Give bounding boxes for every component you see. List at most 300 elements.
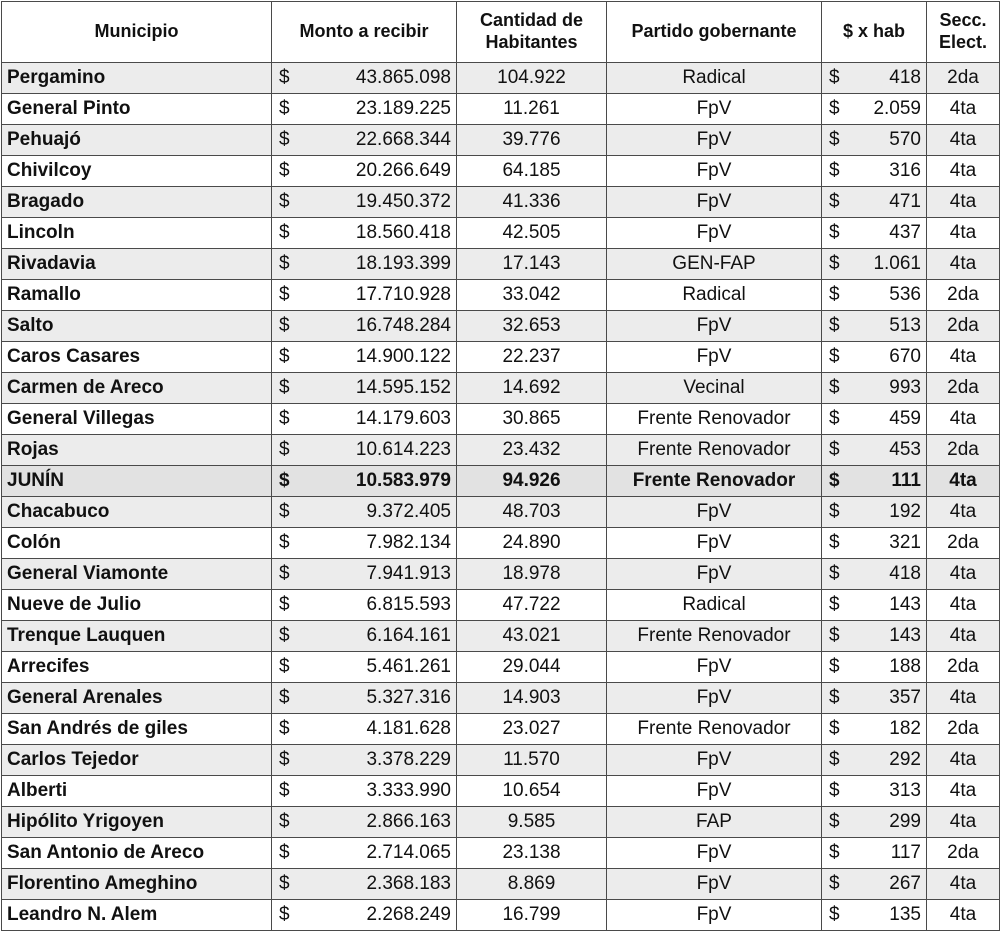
table-row bbox=[2, 807, 1000, 838]
cell-partido: FAP bbox=[607, 807, 822, 838]
cell-monto bbox=[272, 497, 457, 528]
cell-xhab-value: 316 bbox=[889, 160, 921, 181]
cell-habitantes: 94.926 bbox=[457, 466, 607, 497]
cell-xhab-value: 993 bbox=[889, 377, 921, 398]
cell-secc: 2da bbox=[927, 311, 1000, 342]
cell-partido: FpV bbox=[607, 187, 822, 218]
cell-secc: 4ta bbox=[927, 621, 1000, 652]
cell-municipio: General Arenales bbox=[2, 683, 272, 714]
cell-habitantes: 29.044 bbox=[457, 652, 607, 683]
cell-xhab-wrap bbox=[827, 129, 921, 151]
cell-monto-wrap bbox=[277, 749, 451, 771]
cell-xhab-value: 459 bbox=[889, 408, 921, 429]
table-row bbox=[2, 559, 1000, 590]
cell-partido: FpV bbox=[607, 776, 822, 807]
cell-habitantes: 32.653 bbox=[457, 311, 607, 342]
header-partido: Partido gobernante bbox=[607, 2, 822, 63]
cell-xhab-wrap bbox=[827, 222, 921, 244]
cell-monto-value: 3.378.229 bbox=[366, 749, 451, 770]
cell-xhab bbox=[822, 652, 927, 683]
cell-secc: 2da bbox=[927, 652, 1000, 683]
currency-symbol: $ bbox=[829, 563, 840, 584]
cell-xhab-value: 437 bbox=[889, 222, 921, 243]
cell-xhab-wrap bbox=[827, 842, 921, 864]
cell-habitantes: 10.654 bbox=[457, 776, 607, 807]
cell-monto-value: 3.333.990 bbox=[366, 780, 451, 801]
cell-xhab-value: 471 bbox=[889, 191, 921, 212]
cell-monto bbox=[272, 776, 457, 807]
cell-partido: FpV bbox=[607, 900, 822, 931]
cell-xhab-wrap bbox=[827, 439, 921, 461]
cell-monto bbox=[272, 466, 457, 497]
cell-secc: 4ta bbox=[927, 869, 1000, 900]
cell-partido: FpV bbox=[607, 125, 822, 156]
header-secc bbox=[927, 2, 1000, 63]
cell-secc: 4ta bbox=[927, 745, 1000, 776]
cell-xhab bbox=[822, 807, 927, 838]
cell-xhab bbox=[822, 776, 927, 807]
cell-xhab-value: 192 bbox=[889, 501, 921, 522]
cell-municipio: Chacabuco bbox=[2, 497, 272, 528]
currency-symbol: $ bbox=[279, 532, 290, 553]
table-row bbox=[2, 683, 1000, 714]
cell-habitantes: 43.021 bbox=[457, 621, 607, 652]
cell-xhab-value: 111 bbox=[891, 470, 921, 491]
cell-xhab bbox=[822, 218, 927, 249]
cell-monto-wrap bbox=[277, 377, 451, 399]
cell-municipio: General Pinto bbox=[2, 94, 272, 125]
cell-secc: 4ta bbox=[927, 125, 1000, 156]
cell-monto-wrap bbox=[277, 253, 451, 275]
cell-monto-value: 10.614.223 bbox=[355, 439, 451, 460]
cell-monto-value: 14.595.152 bbox=[355, 377, 451, 398]
cell-secc: 4ta bbox=[927, 342, 1000, 373]
cell-xhab bbox=[822, 869, 927, 900]
cell-xhab-wrap bbox=[827, 749, 921, 771]
cell-xhab-value: 321 bbox=[889, 532, 921, 553]
cell-xhab bbox=[822, 125, 927, 156]
currency-symbol: $ bbox=[829, 501, 840, 522]
cell-partido: Radical bbox=[607, 280, 822, 311]
cell-monto-value: 43.865.098 bbox=[355, 67, 451, 88]
currency-symbol: $ bbox=[279, 160, 290, 181]
currency-symbol: $ bbox=[279, 67, 290, 88]
cell-monto-wrap bbox=[277, 532, 451, 554]
header-xhab: $ x hab bbox=[822, 2, 927, 63]
cell-xhab bbox=[822, 249, 927, 280]
cell-monto-wrap bbox=[277, 501, 451, 523]
currency-symbol: $ bbox=[279, 594, 290, 615]
cell-monto-value: 2.866.163 bbox=[366, 811, 451, 832]
cell-partido: Frente Renovador bbox=[607, 435, 822, 466]
table-row bbox=[2, 187, 1000, 218]
cell-municipio: Carmen de Areco bbox=[2, 373, 272, 404]
table-row bbox=[2, 838, 1000, 869]
cell-monto bbox=[272, 559, 457, 590]
table-row bbox=[2, 652, 1000, 683]
cell-secc: 4ta bbox=[927, 683, 1000, 714]
cell-monto-value: 9.372.405 bbox=[366, 501, 451, 522]
cell-habitantes: 11.261 bbox=[457, 94, 607, 125]
cell-partido: FpV bbox=[607, 652, 822, 683]
cell-partido: FpV bbox=[607, 683, 822, 714]
cell-xhab bbox=[822, 590, 927, 621]
cell-municipio: Trenque Lauquen bbox=[2, 621, 272, 652]
currency-symbol: $ bbox=[279, 780, 290, 801]
cell-xhab bbox=[822, 621, 927, 652]
cell-monto-value: 5.327.316 bbox=[366, 687, 451, 708]
currency-symbol: $ bbox=[279, 656, 290, 677]
currency-symbol: $ bbox=[829, 780, 840, 801]
cell-municipio: Alberti bbox=[2, 776, 272, 807]
cell-secc: 2da bbox=[927, 373, 1000, 404]
cell-habitantes: 48.703 bbox=[457, 497, 607, 528]
table-row bbox=[2, 869, 1000, 900]
cell-secc: 2da bbox=[927, 528, 1000, 559]
cell-municipio: Caros Casares bbox=[2, 342, 272, 373]
cell-monto bbox=[272, 218, 457, 249]
cell-partido: FpV bbox=[607, 838, 822, 869]
currency-symbol: $ bbox=[829, 749, 840, 770]
cell-xhab-value: 188 bbox=[889, 656, 921, 677]
cell-xhab-value: 135 bbox=[889, 904, 921, 925]
cell-monto bbox=[272, 590, 457, 621]
cell-monto-value: 18.560.418 bbox=[355, 222, 451, 243]
cell-xhab-wrap bbox=[827, 625, 921, 647]
cell-habitantes: 23.027 bbox=[457, 714, 607, 745]
cell-secc: 4ta bbox=[927, 218, 1000, 249]
currency-symbol: $ bbox=[829, 377, 840, 398]
currency-symbol: $ bbox=[279, 253, 290, 274]
currency-symbol: $ bbox=[279, 749, 290, 770]
currency-symbol: $ bbox=[279, 687, 290, 708]
cell-municipio: Bragado bbox=[2, 187, 272, 218]
cell-monto-wrap bbox=[277, 67, 451, 89]
table-row bbox=[2, 621, 1000, 652]
cell-monto-wrap bbox=[277, 811, 451, 833]
cell-monto-wrap bbox=[277, 563, 451, 585]
cell-partido: FpV bbox=[607, 869, 822, 900]
cell-partido: FpV bbox=[607, 342, 822, 373]
cell-monto-wrap bbox=[277, 315, 451, 337]
cell-habitantes: 22.237 bbox=[457, 342, 607, 373]
currency-symbol: $ bbox=[279, 625, 290, 646]
table-row bbox=[2, 714, 1000, 745]
cell-habitantes: 30.865 bbox=[457, 404, 607, 435]
cell-monto bbox=[272, 435, 457, 466]
table-body bbox=[2, 63, 1000, 931]
cell-xhab-wrap bbox=[827, 594, 921, 616]
cell-xhab bbox=[822, 497, 927, 528]
cell-xhab-wrap bbox=[827, 160, 921, 182]
cell-monto bbox=[272, 652, 457, 683]
table-row bbox=[2, 466, 1000, 497]
cell-xhab bbox=[822, 63, 927, 94]
cell-xhab-value: 143 bbox=[889, 625, 921, 646]
cell-xhab bbox=[822, 342, 927, 373]
cell-secc: 4ta bbox=[927, 559, 1000, 590]
cell-xhab-wrap bbox=[827, 408, 921, 430]
cell-monto-value: 20.266.649 bbox=[355, 160, 451, 181]
header-monto: Monto a recibir bbox=[272, 2, 457, 63]
header-row bbox=[2, 2, 1000, 63]
header-secc-line1: Secc. bbox=[939, 10, 987, 31]
cell-municipio: Nueve de Julio bbox=[2, 590, 272, 621]
cell-municipio: General Viamonte bbox=[2, 559, 272, 590]
currency-symbol: $ bbox=[279, 718, 290, 739]
cell-habitantes: 33.042 bbox=[457, 280, 607, 311]
cell-monto-wrap bbox=[277, 904, 451, 926]
cell-monto-value: 17.710.928 bbox=[355, 284, 451, 305]
currency-symbol: $ bbox=[279, 904, 290, 925]
cell-habitantes: 23.138 bbox=[457, 838, 607, 869]
header-municipio: Municipio bbox=[2, 2, 272, 63]
cell-secc: 4ta bbox=[927, 590, 1000, 621]
cell-xhab-wrap bbox=[827, 687, 921, 709]
cell-monto-wrap bbox=[277, 408, 451, 430]
cell-municipio: Leandro N. Alem bbox=[2, 900, 272, 931]
cell-monto bbox=[272, 342, 457, 373]
cell-habitantes: 104.922 bbox=[457, 63, 607, 94]
cell-xhab-value: 418 bbox=[889, 67, 921, 88]
cell-monto-value: 23.189.225 bbox=[355, 98, 451, 119]
table-row bbox=[2, 528, 1000, 559]
cell-xhab bbox=[822, 714, 927, 745]
cell-partido: Frente Renovador bbox=[607, 714, 822, 745]
cell-monto-value: 22.668.344 bbox=[355, 129, 451, 150]
cell-xhab-value: 2.059 bbox=[873, 98, 921, 119]
cell-habitantes: 16.799 bbox=[457, 900, 607, 931]
cell-monto bbox=[272, 63, 457, 94]
currency-symbol: $ bbox=[829, 842, 840, 863]
cell-municipio: Pergamino bbox=[2, 63, 272, 94]
cell-habitantes: 23.432 bbox=[457, 435, 607, 466]
cell-monto-wrap bbox=[277, 780, 451, 802]
cell-monto bbox=[272, 807, 457, 838]
cell-habitantes: 41.336 bbox=[457, 187, 607, 218]
cell-xhab-wrap bbox=[827, 563, 921, 585]
cell-municipio: Rojas bbox=[2, 435, 272, 466]
currency-symbol: $ bbox=[829, 687, 840, 708]
cell-monto-wrap bbox=[277, 129, 451, 151]
cell-xhab-wrap bbox=[827, 67, 921, 89]
cell-monto-value: 2.268.249 bbox=[366, 904, 451, 925]
currency-symbol: $ bbox=[279, 315, 290, 336]
cell-municipio: Ramallo bbox=[2, 280, 272, 311]
cell-habitantes: 14.903 bbox=[457, 683, 607, 714]
cell-secc: 4ta bbox=[927, 187, 1000, 218]
currency-symbol: $ bbox=[279, 811, 290, 832]
cell-xhab-value: 670 bbox=[889, 346, 921, 367]
cell-xhab-value: 267 bbox=[889, 873, 921, 894]
cell-monto-value: 18.193.399 bbox=[355, 253, 451, 274]
cell-xhab-wrap bbox=[827, 656, 921, 678]
cell-habitantes: 42.505 bbox=[457, 218, 607, 249]
header-habitantes bbox=[457, 2, 607, 63]
cell-secc: 2da bbox=[927, 435, 1000, 466]
header-habitantes-line2: Habitantes bbox=[485, 32, 578, 52]
cell-monto-value: 2.714.065 bbox=[366, 842, 451, 863]
currency-symbol: $ bbox=[279, 563, 290, 584]
cell-xhab bbox=[822, 900, 927, 931]
cell-monto-value: 16.748.284 bbox=[355, 315, 451, 336]
cell-municipio: San Andrés de giles bbox=[2, 714, 272, 745]
currency-symbol: $ bbox=[279, 129, 290, 150]
table-row bbox=[2, 590, 1000, 621]
cell-monto bbox=[272, 373, 457, 404]
cell-monto bbox=[272, 311, 457, 342]
cell-monto-value: 7.941.913 bbox=[366, 563, 451, 584]
cell-municipio: General Villegas bbox=[2, 404, 272, 435]
currency-symbol: $ bbox=[829, 625, 840, 646]
cell-monto-value: 6.164.161 bbox=[366, 625, 451, 646]
cell-secc: 4ta bbox=[927, 466, 1000, 497]
cell-xhab-wrap bbox=[827, 98, 921, 120]
cell-partido: Frente Renovador bbox=[607, 466, 822, 497]
cell-monto-value: 14.179.603 bbox=[355, 408, 451, 429]
currency-symbol: $ bbox=[829, 439, 840, 460]
cell-xhab-wrap bbox=[827, 811, 921, 833]
cell-habitantes: 47.722 bbox=[457, 590, 607, 621]
cell-xhab-wrap bbox=[827, 253, 921, 275]
cell-monto bbox=[272, 94, 457, 125]
cell-xhab-value: 418 bbox=[889, 563, 921, 584]
cell-monto-value: 4.181.628 bbox=[366, 718, 451, 739]
currency-symbol: $ bbox=[829, 284, 840, 305]
currency-symbol: $ bbox=[279, 191, 290, 212]
cell-monto bbox=[272, 621, 457, 652]
cell-xhab-wrap bbox=[827, 470, 921, 492]
cell-habitantes: 14.692 bbox=[457, 373, 607, 404]
currency-symbol: $ bbox=[829, 129, 840, 150]
cell-monto-wrap bbox=[277, 594, 451, 616]
cell-habitantes: 64.185 bbox=[457, 156, 607, 187]
cell-secc: 4ta bbox=[927, 900, 1000, 931]
table-row bbox=[2, 342, 1000, 373]
cell-xhab-wrap bbox=[827, 501, 921, 523]
cell-partido: FpV bbox=[607, 528, 822, 559]
cell-xhab-value: 357 bbox=[889, 687, 921, 708]
cell-monto bbox=[272, 869, 457, 900]
cell-monto bbox=[272, 280, 457, 311]
cell-secc: 4ta bbox=[927, 404, 1000, 435]
cell-monto bbox=[272, 714, 457, 745]
cell-municipio: Salto bbox=[2, 311, 272, 342]
cell-partido: FpV bbox=[607, 156, 822, 187]
currency-symbol: $ bbox=[279, 470, 290, 491]
cell-monto-value: 14.900.122 bbox=[355, 346, 451, 367]
cell-secc: 2da bbox=[927, 63, 1000, 94]
cell-monto-value: 10.583.979 bbox=[355, 470, 451, 491]
header-secc-line2: Elect. bbox=[938, 32, 988, 52]
cell-partido: GEN-FAP bbox=[607, 249, 822, 280]
cell-monto bbox=[272, 404, 457, 435]
cell-xhab bbox=[822, 94, 927, 125]
cell-secc: 4ta bbox=[927, 497, 1000, 528]
currency-symbol: $ bbox=[829, 315, 840, 336]
cell-partido: FpV bbox=[607, 745, 822, 776]
cell-monto-value: 7.982.134 bbox=[366, 532, 451, 553]
cell-monto-wrap bbox=[277, 160, 451, 182]
cell-xhab bbox=[822, 404, 927, 435]
cell-xhab-wrap bbox=[827, 284, 921, 306]
cell-municipio: Lincoln bbox=[2, 218, 272, 249]
currency-symbol: $ bbox=[829, 656, 840, 677]
cell-xhab-value: 182 bbox=[889, 718, 921, 739]
cell-xhab-value: 313 bbox=[889, 780, 921, 801]
cell-monto-wrap bbox=[277, 873, 451, 895]
table-row bbox=[2, 404, 1000, 435]
cell-xhab-value: 536 bbox=[889, 284, 921, 305]
cell-secc: 2da bbox=[927, 714, 1000, 745]
table-row bbox=[2, 311, 1000, 342]
header-habitantes-line1: Cantidad de bbox=[479, 10, 583, 31]
currency-symbol: $ bbox=[829, 532, 840, 553]
cell-municipio: San Antonio de Areco bbox=[2, 838, 272, 869]
table-row bbox=[2, 63, 1000, 94]
currency-symbol: $ bbox=[829, 191, 840, 212]
currency-symbol: $ bbox=[279, 284, 290, 305]
cell-monto bbox=[272, 249, 457, 280]
cell-partido: Radical bbox=[607, 63, 822, 94]
cell-monto-wrap bbox=[277, 191, 451, 213]
cell-habitantes: 39.776 bbox=[457, 125, 607, 156]
table-row bbox=[2, 94, 1000, 125]
cell-monto-wrap bbox=[277, 625, 451, 647]
cell-partido: FpV bbox=[607, 559, 822, 590]
cell-monto-value: 19.450.372 bbox=[355, 191, 451, 212]
currency-symbol: $ bbox=[279, 842, 290, 863]
currency-symbol: $ bbox=[829, 98, 840, 119]
cell-partido: Frente Renovador bbox=[607, 404, 822, 435]
currency-symbol: $ bbox=[829, 222, 840, 243]
table-row bbox=[2, 156, 1000, 187]
cell-secc: 4ta bbox=[927, 807, 1000, 838]
cell-secc: 4ta bbox=[927, 94, 1000, 125]
cell-monto-wrap bbox=[277, 98, 451, 120]
municipios-table bbox=[1, 1, 1000, 931]
cell-habitantes: 17.143 bbox=[457, 249, 607, 280]
cell-xhab-wrap bbox=[827, 346, 921, 368]
currency-symbol: $ bbox=[279, 377, 290, 398]
cell-habitantes: 8.869 bbox=[457, 869, 607, 900]
currency-symbol: $ bbox=[829, 160, 840, 181]
cell-monto bbox=[272, 125, 457, 156]
table-row bbox=[2, 900, 1000, 931]
cell-monto-wrap bbox=[277, 470, 451, 492]
currency-symbol: $ bbox=[279, 222, 290, 243]
cell-monto bbox=[272, 156, 457, 187]
currency-symbol: $ bbox=[279, 439, 290, 460]
table-row bbox=[2, 373, 1000, 404]
cell-monto-wrap bbox=[277, 687, 451, 709]
cell-xhab bbox=[822, 466, 927, 497]
cell-xhab-wrap bbox=[827, 377, 921, 399]
cell-monto bbox=[272, 900, 457, 931]
cell-xhab-wrap bbox=[827, 718, 921, 740]
cell-municipio: Florentino Ameghino bbox=[2, 869, 272, 900]
currency-symbol: $ bbox=[829, 253, 840, 274]
currency-symbol: $ bbox=[829, 408, 840, 429]
cell-municipio: Carlos Tejedor bbox=[2, 745, 272, 776]
cell-secc: 4ta bbox=[927, 156, 1000, 187]
cell-xhab-value: 453 bbox=[889, 439, 921, 460]
cell-municipio: Hipólito Yrigoyen bbox=[2, 807, 272, 838]
currency-symbol: $ bbox=[279, 501, 290, 522]
cell-monto bbox=[272, 187, 457, 218]
cell-xhab bbox=[822, 745, 927, 776]
cell-xhab bbox=[822, 311, 927, 342]
